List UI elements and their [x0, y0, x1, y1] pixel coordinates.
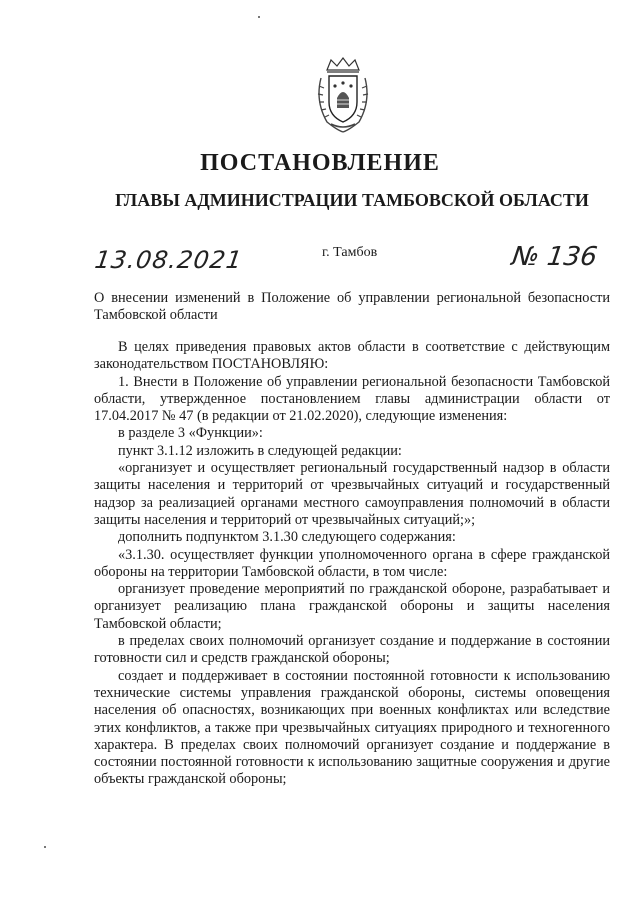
coat-of-arms-emblem	[313, 56, 373, 134]
scan-mark	[258, 16, 260, 18]
body-paragraph: «3.1.30. осуществляет функции уполномоченного органа в сфере гражданской обороны на территории Тамбовской области, в том числе:	[94, 546, 610, 580]
document-body	[94, 339, 610, 789]
body-paragraph: 1. Внести в Положение об управлении региональной безопасности Тамбовской области, утвержденное постановлением главы администрации области от 17.04.2017 № 47 (в редакции от 21.02.2020), следующие изменения:	[94, 373, 610, 425]
body-paragraph: организует проведение мероприятий по гражданской обороне, разрабатывает и организует реализацию плана гражданской обороны и защиты населения Тамбовской области;	[94, 581, 610, 632]
body-paragraph: дополнить подпунктом 3.1.30 следующего содержания:	[118, 529, 456, 546]
body-paragraph: создает и поддерживает в состоянии постоянной готовности к использованию технические системы управления гражданской обороны, системы оповещения населения об опасностях, возникающих при военных конфликтах или вследствие этих конфликтов, а также при чрезвычайных ситуациях природного и техногенного характера. В пределах своих полномочий организует создание и поддержание в состоянии постоянной готовности к использованию защитные сооружения и другие объекты гражданской обороны;	[94, 667, 610, 788]
document-subtitle: ГЛАВЫ АДМИНИСТРАЦИИ ТАМБОВСКОЙ ОБЛАСТИ	[115, 190, 589, 210]
document-about: О внесении изменений в Положение об управлении региональной безопасности Тамбовской области	[94, 290, 610, 323]
body-paragraph: пункт 3.1.12 изложить в следующей редакции:	[118, 442, 402, 459]
document-city: г. Тамбов	[322, 245, 378, 260]
body-paragraph: в пределах своих полномочий организует создание и поддержание в состоянии готовности сил и средств гражданской обороны;	[94, 633, 610, 667]
body-paragraph: В целях приведения правовых актов области в соответствие с действующим законодательством ПОСТАНОВЛЯЮ:	[94, 339, 610, 373]
document-title: ПОСТАНОВЛЕНИЕ	[200, 150, 440, 176]
scan-mark	[44, 846, 46, 848]
body-paragraph: в разделе 3 «Функции»:	[118, 425, 263, 442]
document-number: № 136	[509, 242, 600, 272]
document-date: 13.08.2021	[93, 246, 245, 274]
body-paragraph: «организует и осуществляет региональный государственный надзор в области защиты населения и территорий от чрезвычайных ситуаций и государственный надзор за реализацией органами местного самоуправления полномочий в области защиты населения и территорий от чрезвычайных ситуаций;»;	[94, 460, 610, 528]
